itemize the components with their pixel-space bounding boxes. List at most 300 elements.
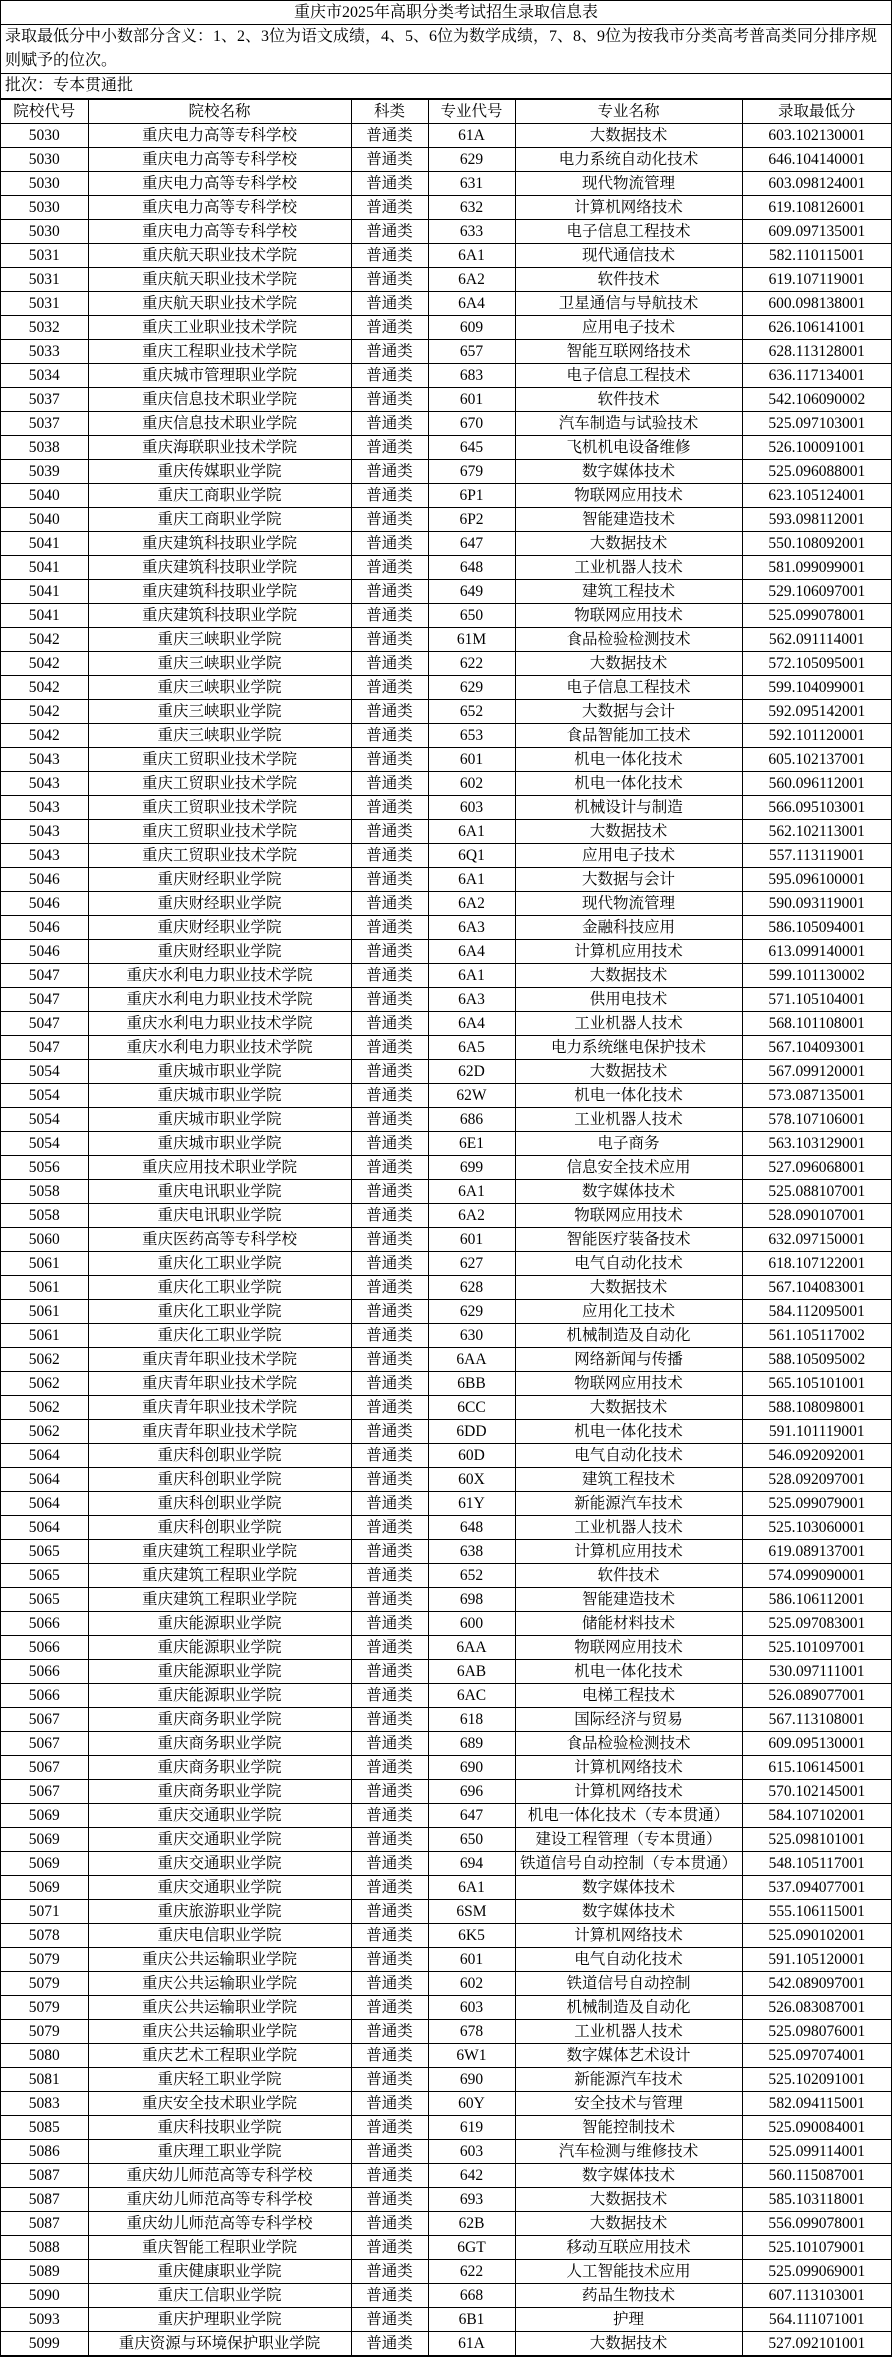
- table-row: [1, 412, 891, 436]
- table-row: [1, 940, 891, 964]
- cell-category: 普通类: [351, 148, 428, 172]
- cell-school-name: 重庆海联职业技术学院: [88, 436, 351, 460]
- cell-category: 普通类: [351, 2164, 428, 2188]
- table-row: [1, 460, 891, 484]
- cell-major-code: 652: [428, 1564, 515, 1588]
- cell-major-name: 计算机网络技术: [515, 1756, 742, 1780]
- cell-school-code: 5043: [1, 820, 88, 844]
- cell-school-code: 5054: [1, 1132, 88, 1156]
- table-row: [1, 1900, 891, 1924]
- cell-min-score: 555.106115001: [742, 1900, 891, 1924]
- cell-category: 普通类: [351, 1276, 428, 1300]
- cell-school-code: 5093: [1, 2308, 88, 2332]
- table-row: [1, 1684, 891, 1708]
- cell-school-code: 5040: [1, 508, 88, 532]
- cell-major-code: 647: [428, 532, 515, 556]
- header-school-name: 院校名称: [88, 100, 351, 124]
- cell-category: 普通类: [351, 988, 428, 1012]
- cell-school-name: 重庆水利电力职业技术学院: [88, 1012, 351, 1036]
- cell-major-name: 机电一体化技术: [515, 772, 742, 796]
- cell-school-name: 重庆青年职业技术学院: [88, 1372, 351, 1396]
- cell-school-code: 5064: [1, 1492, 88, 1516]
- cell-school-code: 5088: [1, 2236, 88, 2260]
- cell-school-name: 重庆交通职业学院: [88, 1852, 351, 1876]
- cell-school-name: 重庆商务职业学院: [88, 1756, 351, 1780]
- cell-school-name: 重庆商务职业学院: [88, 1732, 351, 1756]
- cell-category: 普通类: [351, 1060, 428, 1084]
- cell-school-name: 重庆青年职业技术学院: [88, 1420, 351, 1444]
- cell-major-name: 信息安全技术应用: [515, 1156, 742, 1180]
- cell-min-score: 573.087135001: [742, 1084, 891, 1108]
- cell-category: 普通类: [351, 556, 428, 580]
- cell-school-name: 重庆医药高等专科学校: [88, 1228, 351, 1252]
- cell-school-code: 5065: [1, 1564, 88, 1588]
- cell-min-score: 581.099099001: [742, 556, 891, 580]
- cell-major-code: 642: [428, 2164, 515, 2188]
- cell-min-score: 525.099114001: [742, 2140, 891, 2164]
- cell-category: 普通类: [351, 2140, 428, 2164]
- cell-category: 普通类: [351, 1684, 428, 1708]
- cell-school-code: 5037: [1, 388, 88, 412]
- cell-min-score: 609.095130001: [742, 1732, 891, 1756]
- cell-school-code: 5062: [1, 1420, 88, 1444]
- cell-school-code: 5046: [1, 892, 88, 916]
- cell-major-name: 食品智能加工技术: [515, 724, 742, 748]
- cell-major-name: 大数据技术: [515, 532, 742, 556]
- cell-school-name: 重庆建筑工程职业学院: [88, 1588, 351, 1612]
- cell-school-name: 重庆护理职业学院: [88, 2308, 351, 2332]
- cell-school-code: 5041: [1, 532, 88, 556]
- cell-school-code: 5042: [1, 652, 88, 676]
- cell-major-code: 653: [428, 724, 515, 748]
- table-row: [1, 2092, 891, 2116]
- cell-major-name: 智能控制技术: [515, 2116, 742, 2140]
- cell-category: 普通类: [351, 2188, 428, 2212]
- cell-category: 普通类: [351, 724, 428, 748]
- cell-min-score: 526.083087001: [742, 1996, 891, 2020]
- cell-major-code: 670: [428, 412, 515, 436]
- header-school-code: 院校代号: [1, 100, 88, 124]
- cell-major-code: 678: [428, 2020, 515, 2044]
- cell-major-name: 大数据技术: [515, 820, 742, 844]
- cell-min-score: 542.106090002: [742, 388, 891, 412]
- table-row: [1, 1972, 891, 1996]
- cell-min-score: 588.108098001: [742, 1396, 891, 1420]
- cell-major-name: 计算机网络技术: [515, 1780, 742, 1804]
- cell-min-score: 525.090084001: [742, 2116, 891, 2140]
- cell-major-name: 供用电技术: [515, 988, 742, 1012]
- cell-major-code: 6B1: [428, 2308, 515, 2332]
- cell-major-code: 61Y: [428, 1492, 515, 1516]
- table-row: [1, 1420, 891, 1444]
- cell-major-code: 62B: [428, 2212, 515, 2236]
- cell-min-score: 526.089077001: [742, 1684, 891, 1708]
- table-row: [1, 868, 891, 892]
- cell-major-code: 627: [428, 1252, 515, 1276]
- cell-school-name: 重庆电信职业学院: [88, 1924, 351, 1948]
- cell-school-code: 5064: [1, 1516, 88, 1540]
- table-body: [1, 124, 891, 2356]
- cell-school-name: 重庆电力高等专科学校: [88, 148, 351, 172]
- cell-major-name: 电子信息工程技术: [515, 676, 742, 700]
- cell-category: 普通类: [351, 628, 428, 652]
- cell-major-name: 电力系统继电保护技术: [515, 1036, 742, 1060]
- cell-major-name: 移动互联应用技术: [515, 2236, 742, 2260]
- cell-school-name: 重庆交通职业学院: [88, 1828, 351, 1852]
- cell-school-code: 5031: [1, 292, 88, 316]
- cell-school-code: 5069: [1, 1852, 88, 1876]
- cell-major-name: 数字媒体艺术设计: [515, 2044, 742, 2068]
- cell-major-code: 601: [428, 388, 515, 412]
- table-row: [1, 964, 891, 988]
- cell-school-code: 5047: [1, 1012, 88, 1036]
- cell-school-name: 重庆电讯职业学院: [88, 1204, 351, 1228]
- cell-min-score: 566.095103001: [742, 796, 891, 820]
- cell-major-code: 647: [428, 1804, 515, 1828]
- cell-school-name: 重庆应用技术职业学院: [88, 1156, 351, 1180]
- cell-min-score: 525.097074001: [742, 2044, 891, 2068]
- table-row: [1, 1996, 891, 2020]
- cell-major-name: 机电一体化技术: [515, 1660, 742, 1684]
- table-row: [1, 892, 891, 916]
- cell-min-score: 595.096100001: [742, 868, 891, 892]
- cell-category: 普通类: [351, 364, 428, 388]
- cell-major-name: 电梯工程技术: [515, 1684, 742, 1708]
- cell-category: 普通类: [351, 1540, 428, 1564]
- cell-category: 普通类: [351, 1924, 428, 1948]
- cell-school-code: 5043: [1, 796, 88, 820]
- cell-major-name: 机电一体化技术（专本贯通）: [515, 1804, 742, 1828]
- cell-min-score: 528.092097001: [742, 1468, 891, 1492]
- cell-min-score: 571.105104001: [742, 988, 891, 1012]
- table-row: [1, 148, 891, 172]
- header-major-name: 专业名称: [515, 100, 742, 124]
- cell-category: 普通类: [351, 2260, 428, 2284]
- cell-major-name: 智能医疗装备技术: [515, 1228, 742, 1252]
- cell-category: 普通类: [351, 1372, 428, 1396]
- cell-min-score: 626.106141001: [742, 316, 891, 340]
- cell-category: 普通类: [351, 1036, 428, 1060]
- cell-category: 普通类: [351, 1252, 428, 1276]
- cell-category: 普通类: [351, 1204, 428, 1228]
- cell-school-code: 5078: [1, 1924, 88, 1948]
- cell-school-code: 5030: [1, 220, 88, 244]
- cell-school-name: 重庆信息技术职业学院: [88, 412, 351, 436]
- cell-school-name: 重庆科创职业学院: [88, 1516, 351, 1540]
- table-row: [1, 1540, 891, 1564]
- cell-major-code: 618: [428, 1708, 515, 1732]
- cell-category: 普通类: [351, 1108, 428, 1132]
- cell-school-name: 重庆城市职业学院: [88, 1132, 351, 1156]
- cell-category: 普通类: [351, 1732, 428, 1756]
- cell-major-name: 软件技术: [515, 268, 742, 292]
- cell-min-score: 582.110115001: [742, 244, 891, 268]
- cell-min-score: 578.107106001: [742, 1108, 891, 1132]
- cell-min-score: 525.099079001: [742, 1492, 891, 1516]
- cell-category: 普通类: [351, 1300, 428, 1324]
- cell-major-code: 690: [428, 2068, 515, 2092]
- table-row: [1, 2140, 891, 2164]
- cell-school-code: 5065: [1, 1588, 88, 1612]
- cell-category: 普通类: [351, 124, 428, 148]
- cell-major-name: 工业机器人技术: [515, 1108, 742, 1132]
- cell-min-score: 599.101130002: [742, 964, 891, 988]
- cell-school-code: 5058: [1, 1204, 88, 1228]
- cell-category: 普通类: [351, 700, 428, 724]
- cell-min-score: 586.105094001: [742, 916, 891, 940]
- cell-major-code: 6A4: [428, 292, 515, 316]
- cell-min-score: 568.101108001: [742, 1012, 891, 1036]
- cell-min-score: 527.092101001: [742, 2332, 891, 2356]
- cell-school-code: 5054: [1, 1084, 88, 1108]
- cell-min-score: 537.094077001: [742, 1876, 891, 1900]
- cell-major-code: 61A: [428, 2332, 515, 2356]
- cell-major-code: 629: [428, 1300, 515, 1324]
- cell-school-code: 5090: [1, 2284, 88, 2308]
- cell-school-code: 5043: [1, 748, 88, 772]
- table-row: [1, 1492, 891, 1516]
- table-row: [1, 268, 891, 292]
- cell-major-name: 数字媒体技术: [515, 1180, 742, 1204]
- cell-school-name: 重庆财经职业学院: [88, 868, 351, 892]
- cell-major-name: 电气自动化技术: [515, 1444, 742, 1468]
- table-row: [1, 676, 891, 700]
- cell-major-code: 6A2: [428, 1204, 515, 1228]
- cell-school-name: 重庆三峡职业学院: [88, 700, 351, 724]
- cell-major-name: 护理: [515, 2308, 742, 2332]
- table-row: [1, 1012, 891, 1036]
- cell-min-score: 525.102091001: [742, 2068, 891, 2092]
- cell-major-code: 6P2: [428, 508, 515, 532]
- cell-school-name: 重庆建筑工程职业学院: [88, 1540, 351, 1564]
- cell-school-code: 5067: [1, 1708, 88, 1732]
- cell-category: 普通类: [351, 1660, 428, 1684]
- cell-min-score: 562.102113001: [742, 820, 891, 844]
- cell-major-name: 大数据技术: [515, 1276, 742, 1300]
- cell-school-code: 5080: [1, 2044, 88, 2068]
- cell-min-score: 567.104093001: [742, 1036, 891, 1060]
- cell-major-code: 631: [428, 172, 515, 196]
- table-row: [1, 2068, 891, 2092]
- cell-category: 普通类: [351, 1828, 428, 1852]
- cell-min-score: 570.102145001: [742, 1780, 891, 1804]
- cell-major-name: 汽车检测与维修技术: [515, 2140, 742, 2164]
- table-row: [1, 1276, 891, 1300]
- cell-category: 普通类: [351, 1180, 428, 1204]
- cell-major-name: 计算机网络技术: [515, 196, 742, 220]
- cell-school-code: 5031: [1, 244, 88, 268]
- cell-category: 普通类: [351, 772, 428, 796]
- cell-school-code: 5087: [1, 2188, 88, 2212]
- cell-major-name: 食品检验检测技术: [515, 1732, 742, 1756]
- cell-school-name: 重庆水利电力职业技术学院: [88, 988, 351, 1012]
- cell-min-score: 542.089097001: [742, 1972, 891, 1996]
- cell-major-name: 大数据技术: [515, 1060, 742, 1084]
- cell-major-code: 679: [428, 460, 515, 484]
- cell-school-code: 5046: [1, 916, 88, 940]
- cell-category: 普通类: [351, 604, 428, 628]
- table-row: [1, 508, 891, 532]
- table-row: [1, 1084, 891, 1108]
- table-row: [1, 2212, 891, 2236]
- cell-school-code: 5054: [1, 1108, 88, 1132]
- cell-major-name: 网络新闻与传播: [515, 1348, 742, 1372]
- table-row: [1, 1948, 891, 1972]
- cell-major-code: 6A1: [428, 868, 515, 892]
- cell-school-name: 重庆幼儿师范高等专科学校: [88, 2212, 351, 2236]
- cell-min-score: 584.112095001: [742, 1300, 891, 1324]
- cell-school-code: 5079: [1, 1996, 88, 2020]
- table-row: [1, 244, 891, 268]
- cell-category: 普通类: [351, 1972, 428, 1996]
- cell-school-code: 5030: [1, 196, 88, 220]
- cell-min-score: 525.098101001: [742, 1828, 891, 1852]
- cell-category: 普通类: [351, 1420, 428, 1444]
- cell-major-name: 物联网应用技术: [515, 1372, 742, 1396]
- cell-major-code: 650: [428, 1828, 515, 1852]
- cell-major-code: 6AB: [428, 1660, 515, 1684]
- cell-school-name: 重庆航天职业技术学院: [88, 292, 351, 316]
- cell-major-code: 6A2: [428, 268, 515, 292]
- cell-min-score: 525.090102001: [742, 1924, 891, 1948]
- cell-school-name: 重庆科创职业学院: [88, 1492, 351, 1516]
- cell-school-name: 重庆建筑科技职业学院: [88, 532, 351, 556]
- cell-school-name: 重庆工贸职业技术学院: [88, 844, 351, 868]
- cell-category: 普通类: [351, 1012, 428, 1036]
- cell-school-name: 重庆航天职业技术学院: [88, 244, 351, 268]
- cell-min-score: 591.101119001: [742, 1420, 891, 1444]
- cell-school-name: 重庆工商职业学院: [88, 508, 351, 532]
- cell-school-code: 5047: [1, 1036, 88, 1060]
- cell-school-name: 重庆工业职业技术学院: [88, 316, 351, 340]
- table-row: [1, 1876, 891, 1900]
- table-row: [1, 1780, 891, 1804]
- cell-school-code: 5079: [1, 1948, 88, 1972]
- table-row: [1, 1660, 891, 1684]
- cell-school-code: 5064: [1, 1444, 88, 1468]
- cell-major-code: 652: [428, 700, 515, 724]
- cell-major-name: 工业机器人技术: [515, 556, 742, 580]
- cell-category: 普通类: [351, 1444, 428, 1468]
- cell-min-score: 525.098076001: [742, 2020, 891, 2044]
- table-row: [1, 2188, 891, 2212]
- cell-min-score: 564.111071001: [742, 2308, 891, 2332]
- cell-school-name: 重庆青年职业技术学院: [88, 1396, 351, 1420]
- table-row: [1, 580, 891, 604]
- cell-category: 普通类: [351, 1804, 428, 1828]
- cell-school-name: 重庆建筑工程职业学院: [88, 1564, 351, 1588]
- cell-major-code: 601: [428, 748, 515, 772]
- cell-school-name: 重庆城市职业学院: [88, 1108, 351, 1132]
- cell-major-name: 智能建造技术: [515, 508, 742, 532]
- cell-school-code: 5046: [1, 940, 88, 964]
- cell-major-name: 软件技术: [515, 1564, 742, 1588]
- cell-school-code: 5083: [1, 2092, 88, 2116]
- cell-category: 普通类: [351, 1564, 428, 1588]
- cell-min-score: 619.089137001: [742, 1540, 891, 1564]
- cell-school-code: 5039: [1, 460, 88, 484]
- cell-school-name: 重庆财经职业学院: [88, 892, 351, 916]
- table-row: [1, 1252, 891, 1276]
- cell-major-name: 物联网应用技术: [515, 1636, 742, 1660]
- cell-min-score: 525.099078001: [742, 604, 891, 628]
- cell-school-code: 5065: [1, 1540, 88, 1564]
- cell-min-score: 525.088107001: [742, 1180, 891, 1204]
- cell-category: 普通类: [351, 1876, 428, 1900]
- cell-min-score: 592.095142001: [742, 700, 891, 724]
- cell-school-name: 重庆化工职业学院: [88, 1276, 351, 1300]
- table-row: [1, 2260, 891, 2284]
- header-row: [1, 100, 891, 124]
- cell-major-name: 机械设计与制造: [515, 796, 742, 820]
- cell-school-code: 5047: [1, 988, 88, 1012]
- admission-table: [1, 99, 891, 2356]
- cell-category: 普通类: [351, 1084, 428, 1108]
- cell-category: 普通类: [351, 892, 428, 916]
- cell-major-code: 690: [428, 1756, 515, 1780]
- table-row: [1, 1564, 891, 1588]
- cell-major-code: 638: [428, 1540, 515, 1564]
- cell-category: 普通类: [351, 2020, 428, 2044]
- table-row: [1, 1732, 891, 1756]
- cell-category: 普通类: [351, 508, 428, 532]
- cell-major-name: 软件技术: [515, 388, 742, 412]
- cell-school-name: 重庆轻工职业学院: [88, 2068, 351, 2092]
- cell-school-name: 重庆工贸职业技术学院: [88, 772, 351, 796]
- cell-school-code: 5099: [1, 2332, 88, 2356]
- cell-min-score: 525.097103001: [742, 412, 891, 436]
- table-row: [1, 1708, 891, 1732]
- cell-school-code: 5069: [1, 1876, 88, 1900]
- cell-min-score: 646.104140001: [742, 148, 891, 172]
- table-row: [1, 700, 891, 724]
- cell-major-name: 铁道信号自动控制: [515, 1972, 742, 1996]
- cell-category: 普通类: [351, 436, 428, 460]
- cell-school-name: 重庆公共运输职业学院: [88, 1948, 351, 1972]
- cell-school-name: 重庆财经职业学院: [88, 916, 351, 940]
- cell-min-score: 530.097111001: [742, 1660, 891, 1684]
- cell-category: 普通类: [351, 1612, 428, 1636]
- table-row: [1, 1204, 891, 1228]
- cell-school-name: 重庆科创职业学院: [88, 1444, 351, 1468]
- cell-school-code: 5085: [1, 2116, 88, 2140]
- header-major-code: 专业代号: [428, 100, 515, 124]
- table-row: [1, 1348, 891, 1372]
- cell-min-score: 572.105095001: [742, 652, 891, 676]
- cell-major-name: 机械制造及自动化: [515, 1996, 742, 2020]
- table-row: [1, 1180, 891, 1204]
- cell-school-name: 重庆工程职业技术学院: [88, 340, 351, 364]
- cell-major-name: 人工智能技术应用: [515, 2260, 742, 2284]
- cell-major-code: 699: [428, 1156, 515, 1180]
- cell-category: 普通类: [351, 1756, 428, 1780]
- cell-major-name: 物联网应用技术: [515, 604, 742, 628]
- cell-school-code: 5042: [1, 700, 88, 724]
- cell-school-name: 重庆建筑科技职业学院: [88, 580, 351, 604]
- cell-category: 普通类: [351, 1780, 428, 1804]
- table-row: [1, 1300, 891, 1324]
- cell-major-code: 649: [428, 580, 515, 604]
- cell-category: 普通类: [351, 2092, 428, 2116]
- table-row: [1, 1852, 891, 1876]
- table-row: [1, 796, 891, 820]
- cell-school-name: 重庆航天职业技术学院: [88, 268, 351, 292]
- cell-major-name: 数字媒体技术: [515, 460, 742, 484]
- cell-school-code: 5069: [1, 1828, 88, 1852]
- cell-school-code: 5040: [1, 484, 88, 508]
- cell-category: 普通类: [351, 532, 428, 556]
- cell-major-code: 628: [428, 1276, 515, 1300]
